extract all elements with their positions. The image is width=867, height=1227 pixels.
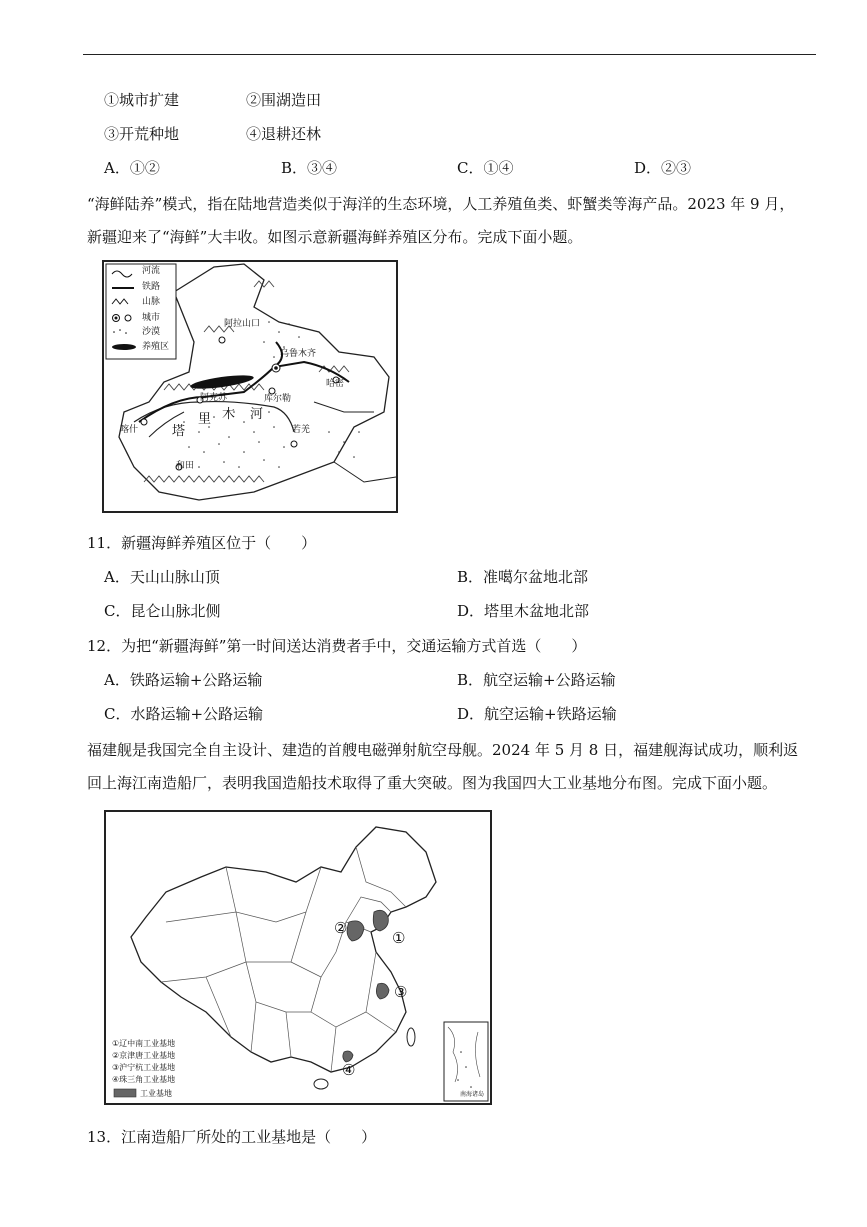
legend-base-4: ④珠三角工业基地 <box>112 1075 176 1084</box>
passage-1 <box>87 188 817 254</box>
marker-1: ① <box>392 929 406 947</box>
label-he: 河 <box>250 407 264 422</box>
legend-city: 城市 <box>142 313 161 323</box>
legend-farming: 养殖区 <box>142 342 170 352</box>
passage-1-line-1: “海鲜陆养”模式，指在陆地营造类似于海洋的生态环境，人工养殖鱼类、虾蟹类等海产品。2023 年 9 月， <box>87 195 795 213</box>
legend-base-key: 工业基地 <box>140 1089 172 1098</box>
q11-choice-c: C．昆仑山脉北侧 <box>104 602 221 620</box>
passage-2 <box>87 734 817 800</box>
q12-choice-b: B．航空运输+公路运输 <box>457 671 616 689</box>
legend-mountain: 山脉 <box>142 297 161 307</box>
legend-base-2: ②京津唐工业基地 <box>112 1051 176 1060</box>
city-urumqi: 乌鲁木齐 <box>280 349 317 359</box>
q12-choice-d: D．航空运输+铁路运输 <box>457 705 617 723</box>
city-aksu: 阿克苏 <box>200 393 228 403</box>
base-1-area <box>373 910 388 931</box>
q12-stem: 12．为把“新疆海鲜”第一时间送达消费者手中，交通运输方式首选（ ） <box>87 637 587 655</box>
china-outline <box>131 827 436 1072</box>
q11-choice-b: B．准噶尔盆地北部 <box>457 568 589 586</box>
label-li: 里 <box>198 412 212 427</box>
city-hotan: 和田 <box>176 461 195 471</box>
choice-a: A．①② <box>104 159 160 177</box>
city-alashankou: 阿拉山口 <box>224 319 261 329</box>
inset-label: 南海诸岛 <box>460 1091 485 1098</box>
marker-4: ④ <box>342 1061 356 1079</box>
legend-base-1: ①辽中南工业基地 <box>112 1039 176 1048</box>
option-item-3: ③开荒种地 <box>104 125 180 143</box>
passage-2-line-1: 福建舰是我国完全自主设计、建造的首艘电磁弹射航空母舰。2024 年 5 月 8 日，福建舰海试成功，顺利返 <box>87 741 799 759</box>
marker-2: ② <box>334 919 348 937</box>
legend-base-3: ③沪宁杭工业基地 <box>112 1063 176 1072</box>
choice-d: D．②③ <box>634 159 692 177</box>
passage-1-line-2: 新疆迎来了“海鲜”大丰收。如图示意新疆海鲜养殖区分布。完成下面小题。 <box>87 228 583 246</box>
city-hami: 哈密 <box>326 379 345 389</box>
passage-2-line-2: 回上海江南造船厂，表明我国造船技术取得了重大突破。图为我国四大工业基地分布图。完成下面小题。 <box>87 774 778 792</box>
xinjiang-map <box>102 260 398 513</box>
q12-choice-a: A．铁路运输+公路运输 <box>104 671 263 689</box>
option-item-1: ①城市扩建 <box>104 91 180 109</box>
option-item-2: ②围湖造田 <box>246 91 322 109</box>
legend-railway: 铁路 <box>142 282 161 292</box>
q13-stem: 13．江南造船厂所处的工业基地是（ ） <box>87 1128 377 1146</box>
city-kashi: 喀什 <box>120 425 139 435</box>
choice-c: C．①④ <box>457 159 514 177</box>
header-rule <box>83 54 816 55</box>
label-mu: 木 <box>222 407 236 422</box>
legend-river: 河流 <box>142 266 161 276</box>
label-ta: 塔 <box>172 424 186 439</box>
choice-b: B．③④ <box>281 159 338 177</box>
railway <box>139 362 349 422</box>
city-ruoqiang: 若羌 <box>292 425 311 435</box>
marker-3: ③ <box>394 983 408 1001</box>
q12-choice-c: C．水路运输+公路运输 <box>104 705 264 723</box>
city-korla: 库尔勒 <box>264 394 292 404</box>
q11-stem: 11．新疆海鲜养殖区位于（ ） <box>87 534 317 552</box>
q11-choice-d: D．塔里木盆地北部 <box>457 602 590 620</box>
q11-choice-a: A．天山山脉山顶 <box>104 568 220 586</box>
option-item-4: ④退耕还林 <box>246 125 322 143</box>
china-industry-map <box>104 810 492 1105</box>
legend-desert: 沙漠 <box>142 327 161 337</box>
